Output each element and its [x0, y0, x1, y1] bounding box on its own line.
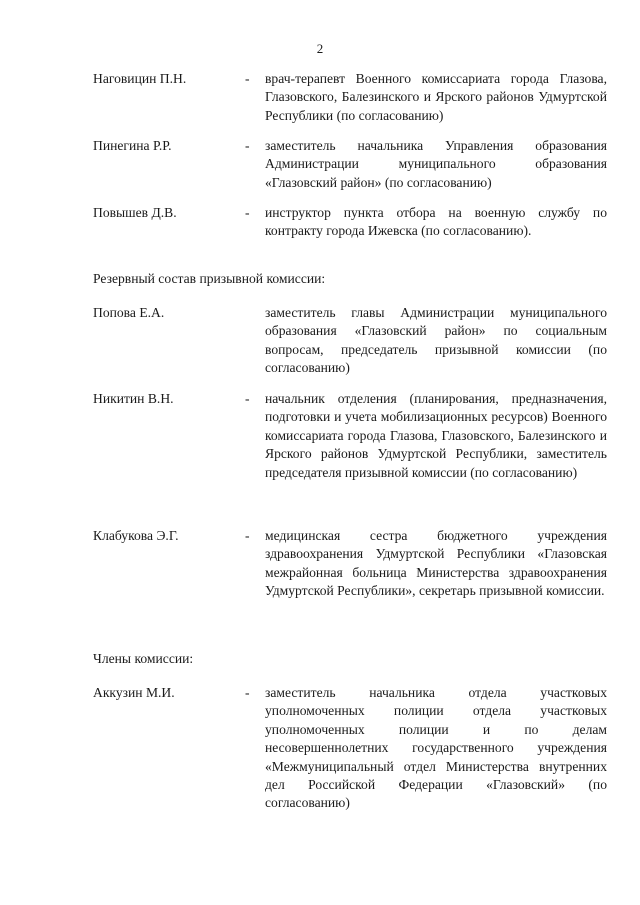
- entry-dash: -: [245, 205, 250, 220]
- member-name: Аккузин М.И.: [93, 685, 175, 700]
- member-position: врач-терапевт Военного комиссариата города Глазова, Глазовского, Балезинского и Ярского районов Удмуртской Республики (по согласованию): [265, 71, 607, 123]
- page-number: 2: [316, 41, 324, 56]
- member-name: Клабукова Э.Г.: [93, 528, 179, 543]
- members-section-heading: Члены комиссии:: [93, 651, 194, 666]
- member-position: инструктор пункта отбора на военную службу по контракту города Ижевска (по согласованию).: [265, 205, 607, 239]
- member-position: заместитель начальника Управления образования Администрации муниципального образования «Глазовский район» (по согласованию): [265, 138, 607, 190]
- member-name: Попова Е.А.: [93, 305, 165, 320]
- member-position: начальник отделения (планирования, предназначения, подготовки и учета мобилизационных ресурсов) Военного комиссариата города Глазова, Глазовского, Балезинского и Ярского районов Удмуртской Республики, заместитель председателя призывной комиссии (по согласованию): [265, 391, 607, 480]
- member-position: заместитель главы Администрации муниципального образования «Глазовский район» по социальным вопросам, председатель призывной комиссии (по согласованию): [265, 305, 607, 376]
- entry-dash: -: [245, 138, 250, 153]
- member-name: Повышев Д.В.: [93, 205, 177, 220]
- entry-dash: -: [245, 685, 250, 700]
- member-position: медицинская сестра бюджетного учреждения здравоохранения Удмуртской Республики «Глазовская межрайонная больница Министерства здравоохранения Удмуртской Республики», секретарь призывной комиссии.: [265, 528, 607, 599]
- member-name: Никитин В.Н.: [93, 391, 174, 406]
- entry-dash: -: [245, 71, 250, 86]
- member-name: Пинегина Р.Р.: [93, 138, 172, 153]
- reserve-section-heading: Резервный состав призывной комиссии:: [93, 271, 326, 286]
- entry-dash: -: [245, 528, 250, 543]
- entry-dash: -: [245, 391, 250, 406]
- member-name: Наговицин П.Н.: [93, 71, 187, 86]
- member-position: заместитель начальника отдела участковых уполномоченных полиции отдела участковых уполномоченных полиции и по делам несовершеннолетних государственного учреждения «Межмуниципальный отдел Министерства внутренних дел Российской Федерации «Глазовский» (по согласованию): [265, 685, 607, 811]
